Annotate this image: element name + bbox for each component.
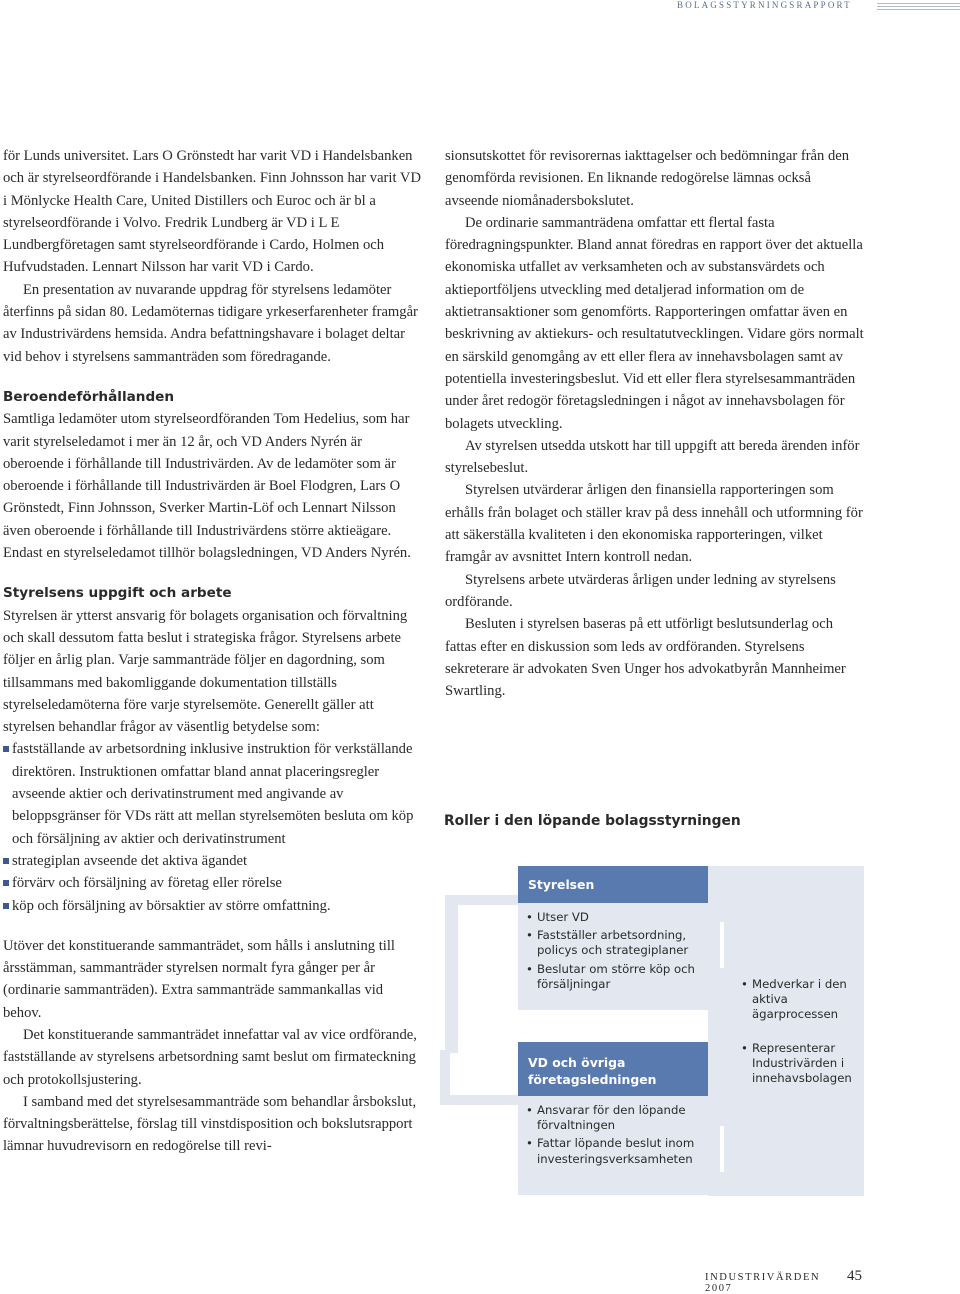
paragraph: Av styrelsen utsedda utskott har till uppgift att bereda ärenden inför styrelsebeslut. xyxy=(445,437,860,477)
paragraph: för Lunds universitet. Lars O Grönstedt har varit VD i Handelsbanken och är styrelseordförande i Handelsbanken. Finn Johnsson har varit VD i Mönlycke Health Care, United Distillers och Euroc och är bl a styrelseordförande i Volvo. Fredrik Lundberg är VD i L E Lundbergföretagen samt styrelseordförande i Cardo, Holmen och Hufvudstaden. Lennart Nilsson har varit VD i Cardo. xyxy=(3,148,421,276)
connector-column xyxy=(708,866,736,1196)
management-list xyxy=(518,1096,708,1167)
left-column xyxy=(3,145,423,1158)
list-item-text: förvärv och försäljning av företag eller rörelse xyxy=(12,875,282,892)
double-arrow-icon xyxy=(720,922,724,968)
list-item-text: fastställande av arbetsordning inklusive instruktion för verkställande direktören. Instruktionen omfattar bland annat placeringsregler avseende aktier och derivatinstrument med angivande av beloppsgränser för VDs rätt att mellan styrelsemöten besluta om köp och försäljning av aktier och derivatinstrument xyxy=(12,741,414,847)
square-bullet-icon xyxy=(3,903,9,909)
diagram-title: Roller i den löpande bolagsstyrningen xyxy=(444,813,741,829)
footer-brand: INDUSTRIVÄRDEN 2007 xyxy=(705,1272,821,1294)
paragraph: Besluten i styrelsen baseras på ett utförligt beslutsunderlag och fattas efter en diskussion som leds av ordföranden. Styrelsens sekreterare är advokaten Sven Unger hos advokatbyrån Mannheimer Swartling. xyxy=(445,616,846,700)
list-item-text: köp och försäljning av börsaktier av större omfattning. xyxy=(12,897,331,914)
paragraph: Det konstituerande sammanträdet innefattar val av vice ordförande, fastställande av styrelsens arbetsordning samt beslut om firmateckning och protokollsjustering. xyxy=(3,1026,417,1088)
section-heading: Beroendeförhållanden xyxy=(3,388,175,405)
paragraph: En presentation av nuvarande uppdrag för styrelsens ledamöter återfinns på sidan 80. Ledamöternas tidigare yrkeserfarenheter framgår av Industrivärdens hemsida. Andra befattningshavare i bolaget deltar vid behov i styrelsens sammanträden som föredragande. xyxy=(3,281,418,365)
list-item xyxy=(3,872,423,894)
paragraph: sionsutskottet för revisorernas iakttagelser och bedömningar från den genomförda revisionen. En liknande redogörelse lämnas också avseende niomånadersbokslutet. xyxy=(445,148,850,209)
arrow-left-lower xyxy=(445,1050,518,1100)
arrow-left-bracket xyxy=(445,881,528,1053)
management-title: VD och övriga företagsledningen xyxy=(518,1042,708,1096)
right-column xyxy=(445,145,865,702)
header-rule xyxy=(877,9,960,10)
list-item-text: strategiplan avseende det aktiva ägandet xyxy=(12,852,248,869)
header-rule xyxy=(877,6,960,7)
list-item: • Representerar Industrivärden i innehavsbolagen xyxy=(736,1041,860,1087)
list-item: • Utser VD xyxy=(521,910,700,925)
list-item: • Fastställer arbetsordning, policys och strategiplaner xyxy=(521,928,700,958)
spacer xyxy=(3,368,423,386)
board-box xyxy=(518,866,708,1010)
page-number: 45 xyxy=(847,1268,862,1284)
owner-role-box xyxy=(736,866,864,1196)
list-item xyxy=(3,895,423,917)
board-title: Styrelsen xyxy=(518,866,708,903)
paragraph: I samband med det styrelsesammanträde som behandlar årsbokslut, förvaltningsberättelse, förslag till vinstdisposition och bokslutsrapport lämnar huvudrevisorn en redogörelse till revi- xyxy=(3,1093,417,1155)
running-header: BOLAGSSTYRNINGSRAPPORT xyxy=(677,0,852,10)
management-box xyxy=(518,1042,708,1195)
spacer xyxy=(3,564,423,582)
list-item: • Fattar löpande beslut inom investeringsverksamheten xyxy=(521,1136,700,1166)
bullet-list xyxy=(3,738,423,916)
square-bullet-icon xyxy=(3,858,9,864)
list-item xyxy=(3,738,423,849)
paragraph: Samtliga ledamöter utom styrelseordföranden Tom Hedelius, som har varit styrelseledamot i mer än 12 år, och VD Anders Nyrén är oberoende i förhållande till Industrivärden. Av de ledamöter som är oberoende i förhållande till Industrivärden är Boel Flodgren, Lars O Grönstedt, Finn Johnsson, Sverker Martin-Löf och Lennart Nilsson även oberoende i förhållande till Industrivärdens större aktieägare. Endast en styrelseledamot tillhör bolagsledningen, VD Anders Nyrén. xyxy=(3,411,411,562)
owner-role-list xyxy=(736,866,864,1086)
header-rule xyxy=(877,3,960,4)
list-item: • Medverkar i den aktiva ägarprocessen xyxy=(736,977,860,1023)
paragraph: Utöver det konstituerande sammanträdet, som hålls i anslutning till årsstämman, sammanträder styrelsen normalt fyra gånger per år (ordinarie sammanträden). Extra sammanträde sammankallas vid behov. xyxy=(3,937,395,1021)
paragraph: Styrelsens arbete utvärderas årligen under ledning av styrelsens ordförande. xyxy=(445,571,836,610)
square-bullet-icon xyxy=(3,746,9,752)
spacer xyxy=(3,917,423,935)
list-item: • Ansvarar för den löpande förvaltningen xyxy=(521,1103,700,1133)
section-heading: Styrelsens uppgift och arbete xyxy=(3,585,232,602)
paragraph: De ordinarie sammanträdena omfattar ett flertal fasta föredragningspunkter. Bland annat föredras en rapport över det aktuella ekonomiska utfallet av verksamheten och av substansvärdets och aktieportföljens utveckling med detaljerad information om de aktietransaktioner som genomförts. Rapporteringen omfattar även en beskrivning av aktiekurs- och resultatutvecklingen. Vidare görs normalt en särskild genomgång av ett eller flera av innehavsbolagen samt av potentiella investeringsbeslut. Vid ett eller flera styrelsesammanträden under året redogör företagsledningen i något av innehavsbolagen för bolagets utveckling. xyxy=(445,214,864,432)
paragraph: Styrelsen är ytterst ansvarig för bolagets organisation och förvaltning och skall dessutom fatta beslut i strategiska frågor. Styrelsens arbete följer en årlig plan. Varje sammanträde följer en dagordning, som tillsammans med bakomliggande dokumentation tillställs styrelseledamöterna före varje styrelsemöte. Generellt gäller att styrelsen behandlar frågor av väsentlig betydelse som: xyxy=(3,607,408,736)
list-item xyxy=(3,850,423,872)
square-bullet-icon xyxy=(3,880,9,886)
paragraph: Styrelsen utvärderar årligen den finansiella rapporteringen som erhålls från bolaget och ställer krav på dess innehåll och utformning för att säkerställa kvaliteten i den ekonomiska rapporteringen, vilket framgår av avsnittet Intern kontroll nedan. xyxy=(445,482,863,566)
board-list xyxy=(518,903,708,992)
double-arrow-icon xyxy=(720,1126,724,1172)
list-item: • Beslutar om större köp och försäljningar xyxy=(521,962,700,992)
